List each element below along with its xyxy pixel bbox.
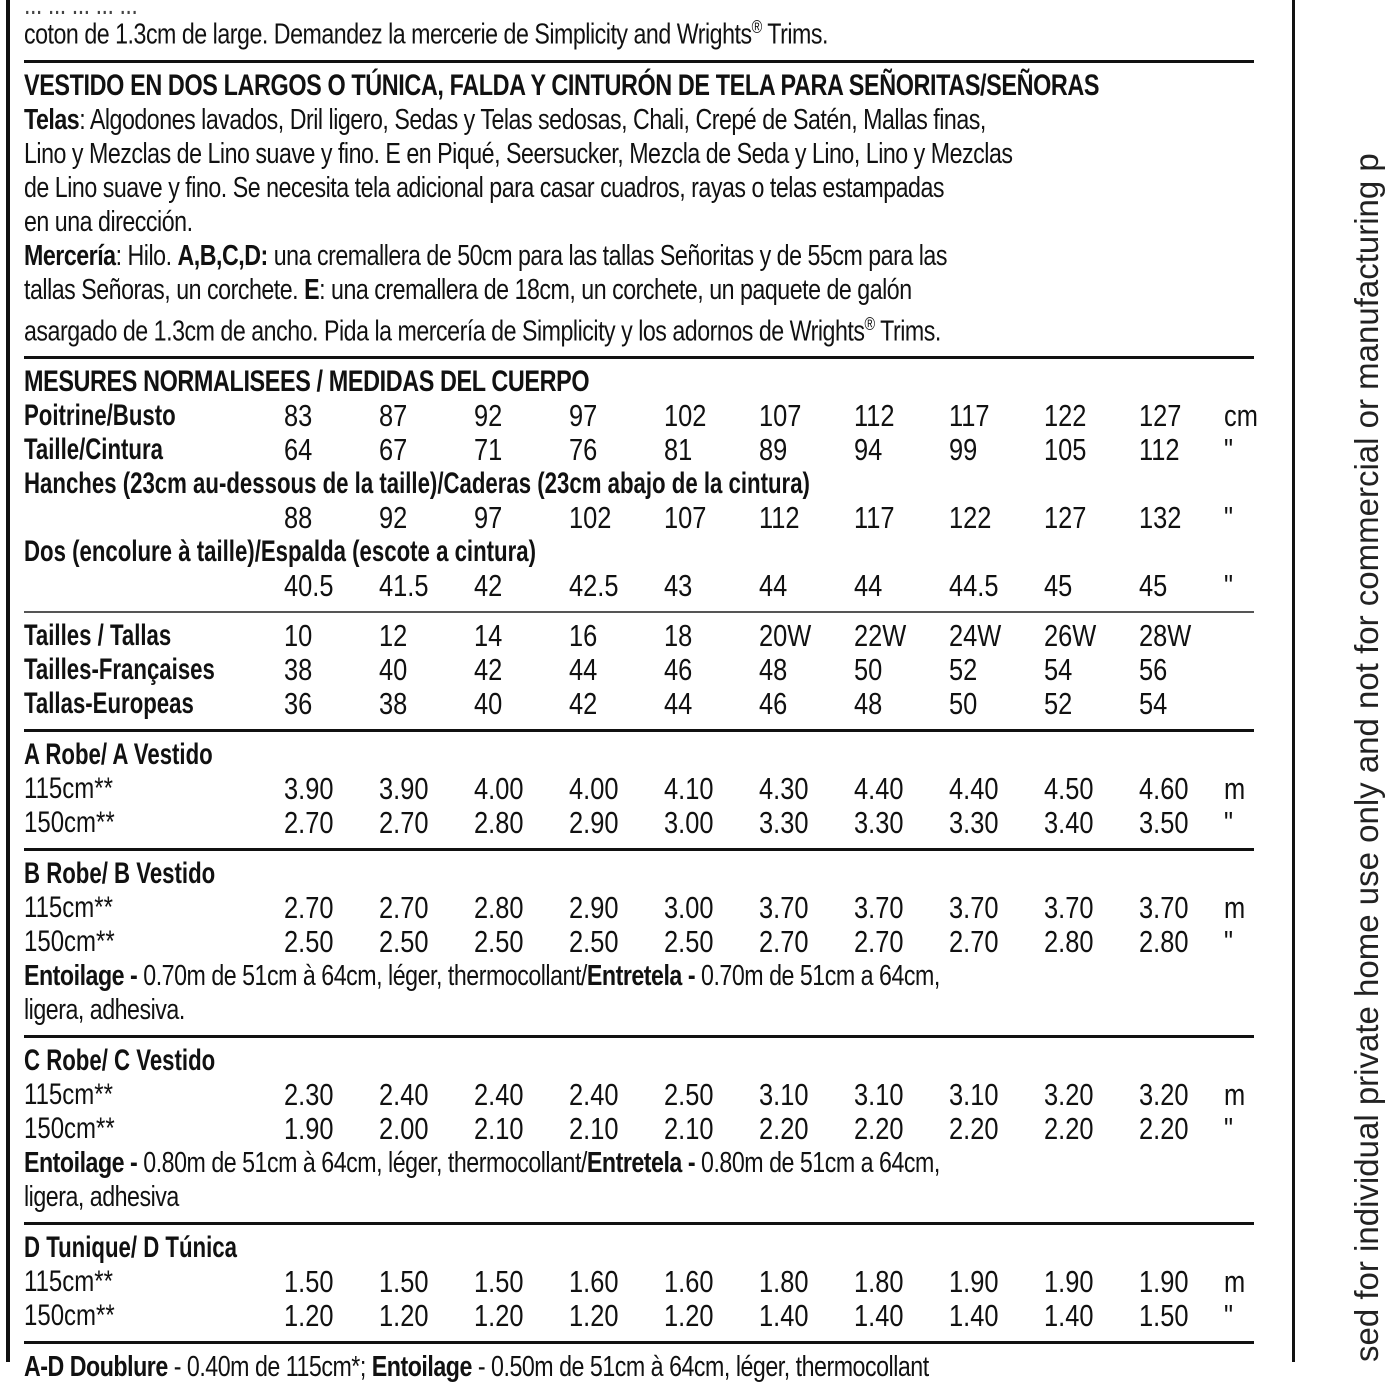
value-cell: 46 — [664, 652, 693, 688]
registered-mark: ® — [751, 17, 762, 37]
value-cell: 48 — [854, 686, 883, 722]
view-title: B Robe/ B Vestido — [24, 857, 216, 891]
value-cell: 127 — [1139, 398, 1182, 434]
value-cell: 4.00 — [569, 771, 619, 807]
value-cell: 10 — [284, 618, 313, 654]
value-cell: 2.70 — [854, 924, 904, 960]
row-label: Taille/Cintura — [24, 433, 163, 467]
value-cell: 64 — [284, 432, 313, 468]
value-cell: 112 — [759, 500, 800, 536]
value-cell: 2.80 — [474, 890, 524, 926]
divider — [24, 729, 1254, 732]
fabrics-line: de Lino suave y fino. Se necesita tela adicional para casar cuadros, rayas o telas estampadas — [24, 171, 945, 204]
value-cell: 3.90 — [284, 771, 334, 807]
size-row — [24, 653, 1254, 687]
value-cell: 12 — [379, 618, 408, 654]
value-cell: 3.20 — [1139, 1077, 1189, 1113]
measurement-row — [24, 569, 1254, 603]
notions-line — [24, 273, 1008, 307]
view-section — [24, 738, 1254, 851]
value-cell: 1.40 — [759, 1298, 809, 1334]
value-cell: 2.90 — [569, 890, 619, 926]
value-cell: 41.5 — [379, 568, 429, 604]
value-cell: 44 — [664, 686, 693, 722]
value-cell: 99 — [949, 432, 978, 468]
fabrics-line: en una dirección. — [24, 205, 193, 238]
value-cell: 2.30 — [284, 1077, 334, 1113]
row-label: Tallas-Europeas — [24, 687, 194, 721]
measurement-label: Dos (encolure à taille)/Espalda (escote a cintura) — [24, 535, 536, 569]
text: 0.70m de 51cm à 64cm, léger, thermocollant/ — [137, 960, 587, 993]
value-cell: 1.20 — [284, 1298, 334, 1334]
value-cell: 36 — [284, 686, 313, 722]
value-cell: 1.50 — [379, 1264, 429, 1300]
value-cell: 1.40 — [1044, 1298, 1094, 1334]
text: - 0.40m de 115cm*; — [167, 1351, 372, 1384]
value-cell: 1.80 — [854, 1264, 904, 1300]
divider — [24, 356, 1254, 359]
value-cell: 43 — [664, 568, 693, 604]
notions-line — [24, 239, 1008, 273]
cut-off-line: ... ... ... ... ... — [24, 0, 138, 21]
row-label: 150cm** — [24, 925, 115, 959]
value-cell: 22W — [854, 618, 907, 654]
row-label: 115cm** — [24, 772, 113, 806]
value-cell: 42.5 — [569, 568, 619, 604]
yardage-row — [24, 806, 1254, 840]
value-cell: 2.10 — [474, 1111, 524, 1147]
value-cell: 4.50 — [1044, 771, 1094, 807]
value-cell: 94 — [854, 432, 883, 468]
value-cell: 42 — [569, 686, 598, 722]
text: tallas Señoras, un corchete. — [24, 273, 305, 306]
value-cell: 3.70 — [949, 890, 999, 926]
value-cell: 4.40 — [854, 771, 904, 807]
view-e-label: E — [304, 273, 320, 306]
value-cell: 2.40 — [474, 1077, 524, 1113]
value-cell: 28W — [1139, 618, 1192, 654]
value-cell: 3.00 — [664, 805, 714, 841]
size-row — [24, 619, 1254, 653]
registered-mark: ® — [864, 313, 875, 334]
right-border — [1292, 0, 1295, 1362]
body-measurements-table — [24, 398, 1258, 604]
value-cell: 2.20 — [1139, 1111, 1189, 1147]
views-label: A,B,C,D: — [177, 239, 268, 272]
value-cell: 2.80 — [474, 805, 524, 841]
value-cell: 92 — [379, 500, 408, 536]
value-cell: 105 — [1044, 432, 1087, 468]
value-cell: 4.60 — [1139, 771, 1189, 807]
row-label: 150cm** — [24, 1299, 115, 1333]
unit-cell: " — [1224, 1111, 1234, 1147]
yardage-row — [24, 772, 1254, 806]
value-cell: 52 — [949, 652, 978, 688]
value-cell: 2.70 — [759, 924, 809, 960]
text: : una cremallera de 18cm, un corchete, un paquete de galón — [319, 273, 912, 306]
value-cell: 2.70 — [379, 805, 429, 841]
value-cell: 40.5 — [284, 568, 334, 604]
value-cell: 107 — [759, 398, 802, 434]
value-cell: 127 — [1044, 500, 1087, 536]
body-measurements-title: MESURES NORMALISEES / MEDIDAS DEL CUERPO — [24, 365, 590, 399]
spanish-title: VESTIDO EN DOS LARGOS O TÚNICA, FALDA Y CINTURÓN DE TELA PARA SEÑORITAS/SEÑORAS — [24, 68, 1100, 102]
interfacing-label: Entretela - — [586, 1147, 696, 1180]
interfacing-line — [24, 959, 1008, 993]
value-cell: 54 — [1139, 686, 1168, 722]
value-cell: 52 — [1044, 686, 1073, 722]
value-cell: 1.50 — [1139, 1298, 1189, 1334]
value-cell: 83 — [284, 398, 313, 434]
value-cell: 3.40 — [1044, 805, 1094, 841]
interfacing-label: Entretela - — [586, 960, 696, 993]
value-cell: 1.90 — [949, 1264, 999, 1300]
sizes-table — [24, 619, 1254, 721]
value-cell: 18 — [664, 618, 693, 654]
value-cell: 3.30 — [949, 805, 999, 841]
value-cell: 117 — [854, 500, 895, 536]
interfacing-label: Entoilage - — [24, 1147, 138, 1180]
row-label: 115cm** — [24, 891, 113, 925]
value-cell: 1.20 — [474, 1298, 524, 1334]
interfacing-line — [24, 1146, 1008, 1180]
yardage-row — [24, 1112, 1254, 1146]
side-notice: sed for individual private home use only and not for commercial or manufacturing p — [1348, 153, 1385, 1362]
text: : Algodones lavados, Dril ligero, Sedas y Telas sedosas, Chali, Crepé de Satén, Mallas finas, — [79, 103, 986, 136]
value-cell: 24W — [949, 618, 1002, 654]
divider — [24, 611, 1254, 613]
measurement-row — [24, 501, 1254, 535]
value-cell: 117 — [949, 398, 990, 434]
value-cell: 42 — [474, 568, 503, 604]
view-title: A Robe/ A Vestido — [24, 738, 213, 772]
value-cell: 1.40 — [854, 1298, 904, 1334]
value-cell: 4.30 — [759, 771, 809, 807]
text: asargado de 1.3cm de ancho. Pida la mercería de Simplicity y los adornos de Wrights — [24, 315, 865, 348]
value-cell: 44 — [854, 568, 883, 604]
value-cell: 42 — [474, 652, 503, 688]
value-cell: 48 — [759, 652, 788, 688]
yardage-row — [24, 1078, 1254, 1112]
value-cell: 1.80 — [759, 1264, 809, 1300]
value-cell: 2.10 — [569, 1111, 619, 1147]
value-cell: 2.70 — [949, 924, 999, 960]
value-cell: 132 — [1139, 500, 1182, 536]
value-cell: 107 — [664, 500, 707, 536]
value-cell: 3.50 — [1139, 805, 1189, 841]
value-cell: 1.20 — [569, 1298, 619, 1334]
unit-cell: m — [1224, 1077, 1246, 1113]
yardage-row — [24, 1265, 1254, 1299]
value-cell: 14 — [474, 618, 503, 654]
unit-cell: " — [1224, 432, 1234, 468]
divider — [24, 60, 1254, 63]
value-cell: 4.40 — [949, 771, 999, 807]
value-cell: 1.60 — [664, 1264, 714, 1300]
value-cell: 81 — [664, 432, 693, 468]
value-cell: 1.50 — [474, 1264, 524, 1300]
text: 0.70m de 51cm a 64cm, — [695, 960, 940, 993]
value-cell: 122 — [1044, 398, 1087, 434]
value-cell: 2.80 — [1044, 924, 1094, 960]
value-cell: 3.10 — [949, 1077, 999, 1113]
content-column — [24, 0, 1258, 1384]
fabrics-line: Lino y Mezclas de Lino suave y fino. E en Piqué, Seersucker, Mezcla de Seda y Lino, Lino y Mezclas — [24, 137, 1013, 170]
value-cell: 3.90 — [379, 771, 429, 807]
value-cell: 87 — [379, 398, 408, 434]
value-cell: 97 — [474, 500, 503, 536]
unit-cell: m — [1224, 890, 1246, 926]
row-label: 115cm** — [24, 1265, 113, 1299]
value-cell: 3.70 — [854, 890, 904, 926]
view-section — [24, 1231, 1254, 1344]
fabrics-label: Telas — [24, 103, 80, 136]
text: Trims. — [874, 315, 941, 348]
value-cell: 3.10 — [854, 1077, 904, 1113]
divider — [24, 848, 1254, 851]
value-cell: 40 — [474, 686, 503, 722]
view-title: D Tunique/ D Túnica — [24, 1231, 237, 1265]
value-cell: 2.40 — [569, 1077, 619, 1113]
unit-cell: m — [1224, 1264, 1246, 1300]
value-cell: 67 — [379, 432, 408, 468]
value-cell: 50 — [854, 652, 883, 688]
value-cell: 2.00 — [379, 1111, 429, 1147]
value-cell: 2.50 — [379, 924, 429, 960]
value-cell: 2.50 — [664, 1077, 714, 1113]
value-cell: 1.20 — [379, 1298, 429, 1334]
value-cell: 3.00 — [664, 890, 714, 926]
notions-label: Mercería — [24, 239, 116, 272]
value-cell: 44 — [759, 568, 788, 604]
divider — [24, 1035, 1254, 1038]
value-cell: 2.70 — [284, 805, 334, 841]
value-cell: 3.10 — [759, 1077, 809, 1113]
value-cell: 102 — [664, 398, 707, 434]
value-cell: 2.20 — [1044, 1111, 1094, 1147]
value-cell: 1.20 — [664, 1298, 714, 1334]
value-cell: 38 — [284, 652, 313, 688]
unit-cell: " — [1224, 500, 1234, 536]
size-row — [24, 687, 1254, 721]
value-cell: 2.20 — [949, 1111, 999, 1147]
value-cell: 112 — [1139, 432, 1180, 468]
row-label: Tailles-Françaises — [24, 653, 215, 687]
yardage-row — [24, 891, 1254, 925]
view-title: C Robe/ C Vestido — [24, 1044, 216, 1078]
unit-cell: " — [1224, 805, 1234, 841]
value-cell: 1.90 — [1139, 1264, 1189, 1300]
value-cell: 44.5 — [949, 568, 999, 604]
unit-cell: " — [1224, 568, 1234, 604]
value-cell: 46 — [759, 686, 788, 722]
value-cell: 2.50 — [474, 924, 524, 960]
value-cell: 89 — [759, 432, 788, 468]
interfacing-label: Entoilage — [371, 1351, 472, 1384]
value-cell: 2.70 — [379, 890, 429, 926]
row-label: 150cm** — [24, 1112, 115, 1146]
value-cell: 50 — [949, 686, 978, 722]
divider — [24, 1222, 1254, 1225]
value-cell: 26W — [1044, 618, 1097, 654]
value-cell: 71 — [474, 432, 503, 468]
text: Trims. — [761, 18, 828, 51]
fabrics-line — [24, 103, 1008, 137]
value-cell: 97 — [569, 398, 598, 434]
value-cell: 45 — [1139, 568, 1168, 604]
lining-line — [24, 1350, 1008, 1384]
value-cell: 2.50 — [664, 924, 714, 960]
value-cell: 1.40 — [949, 1298, 999, 1334]
value-cell: 56 — [1139, 652, 1168, 688]
value-cell: 1.50 — [284, 1264, 334, 1300]
interfacing-line: ligera, adhesiva. — [24, 994, 185, 1027]
value-cell: 112 — [854, 398, 895, 434]
unit-cell: cm — [1224, 398, 1258, 434]
value-cell: 45 — [1044, 568, 1073, 604]
value-cell: 16 — [569, 618, 598, 654]
text: 0.80m de 51cm à 64cm, léger, thermocollant/ — [137, 1147, 587, 1180]
value-cell: 2.40 — [379, 1077, 429, 1113]
row-label: 150cm** — [24, 806, 115, 840]
notions-line — [24, 307, 1008, 349]
value-cell: 2.90 — [569, 805, 619, 841]
value-cell: 4.00 — [474, 771, 524, 807]
value-cell: 2.20 — [759, 1111, 809, 1147]
yardage-row — [24, 925, 1254, 959]
value-cell: 102 — [569, 500, 612, 536]
value-cell: 92 — [474, 398, 503, 434]
value-cell: 1.90 — [284, 1111, 334, 1147]
text: 0.80m de 51cm a 64cm, — [695, 1147, 940, 1180]
unit-cell: " — [1224, 924, 1234, 960]
value-cell: 3.30 — [759, 805, 809, 841]
value-cell: 1.90 — [1044, 1264, 1094, 1300]
value-cell: 40 — [379, 652, 408, 688]
value-cell: 2.50 — [569, 924, 619, 960]
value-cell: 3.20 — [1044, 1077, 1094, 1113]
view-section — [24, 1044, 1254, 1225]
text: - 0.50m de 51cm à 64cm, léger, thermocollant — [471, 1351, 929, 1384]
value-cell: 2.20 — [854, 1111, 904, 1147]
view-section — [24, 857, 1254, 1038]
french-notions-end — [24, 10, 1008, 52]
value-cell: 2.70 — [284, 890, 334, 926]
copyright-sidebar — [1300, 0, 1385, 1362]
row-label: Poitrine/Busto — [24, 399, 176, 433]
lining-label: A-D Doublure — [24, 1351, 168, 1384]
left-border — [6, 0, 10, 1362]
value-cell: 3.70 — [1044, 890, 1094, 926]
value-cell: 88 — [284, 500, 313, 536]
row-label: Tailles / Tallas — [24, 619, 172, 653]
value-cell: 3.70 — [759, 890, 809, 926]
value-cell: 2.50 — [284, 924, 334, 960]
yardage-views — [24, 738, 1254, 1344]
value-cell: 4.10 — [664, 771, 714, 807]
value-cell: 2.10 — [664, 1111, 714, 1147]
divider — [24, 1341, 1254, 1344]
row-label: 115cm** — [24, 1078, 113, 1112]
value-cell: 38 — [379, 686, 408, 722]
value-cell: 3.30 — [854, 805, 904, 841]
measurement-row — [24, 398, 1258, 434]
value-cell: 1.60 — [569, 1264, 619, 1300]
value-cell: 2.80 — [1139, 924, 1189, 960]
text: : Hilo. — [115, 239, 178, 272]
interfacing-line: ligera, adhesiva — [24, 1181, 179, 1214]
value-cell: 20W — [759, 618, 812, 654]
measurement-label: Hanches (23cm au-dessous de la taille)/Caderas (23cm abajo de la cintura) — [24, 467, 810, 501]
text: una cremallera de 50cm para las tallas Señoritas y de 55cm para las — [267, 239, 947, 272]
interfacing-label: Entoilage - — [24, 960, 138, 993]
value-cell: 54 — [1044, 652, 1073, 688]
text: coton de 1.3cm de large. Demandez la mercerie de Simplicity and Wrights — [24, 18, 752, 51]
yardage-row — [24, 1299, 1254, 1333]
value-cell: 44 — [569, 652, 598, 688]
value-cell: 122 — [949, 500, 992, 536]
measurement-row — [24, 433, 1254, 467]
value-cell: 3.70 — [1139, 890, 1189, 926]
unit-cell: " — [1224, 1298, 1234, 1334]
unit-cell: m — [1224, 771, 1246, 807]
value-cell: 76 — [569, 432, 598, 468]
